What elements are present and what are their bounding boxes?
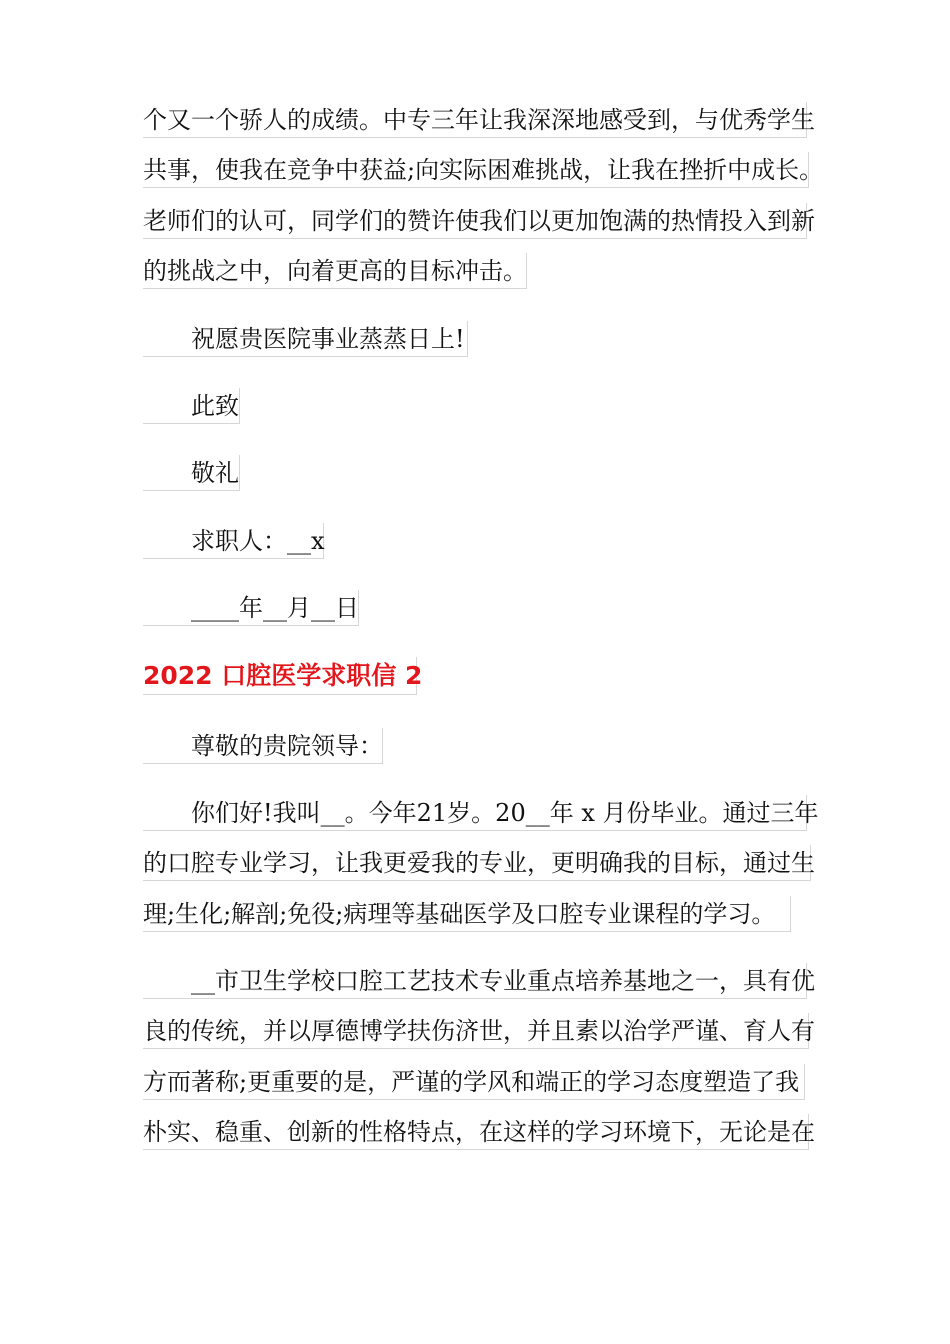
letter-greeting: 尊敬的贵院领导： bbox=[143, 728, 383, 764]
paragraph-line: 朴实、稳重、创新的性格特点，在这样的学习环境下，无论是在 bbox=[143, 1114, 809, 1150]
paragraph-line: 的挑战之中，向着更高的目标冲击。 bbox=[143, 253, 527, 289]
paragraph-line: 良的传统，并以厚德博学扶伤济世，并且素以治学严谨、育人有 bbox=[143, 1013, 809, 1049]
closing-salute-1: 此致 bbox=[143, 388, 240, 424]
section-title: 2022 口腔医学求职信 2 bbox=[143, 657, 417, 695]
paragraph-line: __市卫生学校口腔工艺技术专业重点培养基地之一，具有优 bbox=[143, 963, 807, 999]
paragraph-line: 方而著称;更重要的是，严谨的学风和端正的学习态度塑造了我 bbox=[143, 1064, 805, 1100]
closing-salute-2: 敬礼 bbox=[143, 455, 240, 491]
applicant-signature: 求职人：__x bbox=[143, 523, 324, 559]
paragraph-line: 的口腔专业学习，让我更爱我的专业，更明确我的目标，通过生 bbox=[143, 845, 811, 881]
closing-wish: 祝愿贵医院事业蒸蒸日上! bbox=[143, 321, 468, 357]
paragraph-line: 理;生化;解剖;免役;病理等基础医学及口腔专业课程的学习。 bbox=[143, 896, 791, 932]
paragraph-line: 你们好!我叫__。今年21岁。20__年 x 月份毕业。通过三年 bbox=[143, 795, 807, 831]
date-line: ____年__月__日 bbox=[143, 590, 359, 626]
paragraph-line: 个又一个骄人的成绩。中专三年让我深深地感受到，与优秀学生 bbox=[143, 102, 807, 138]
paragraph-line: 共事，使我在竞争中获益;向实际困难挑战，让我在挫折中成长。 bbox=[143, 152, 809, 188]
paragraph-line: 老师们的认可，同学们的赞许使我们以更加饱满的热情投入到新 bbox=[143, 203, 807, 239]
